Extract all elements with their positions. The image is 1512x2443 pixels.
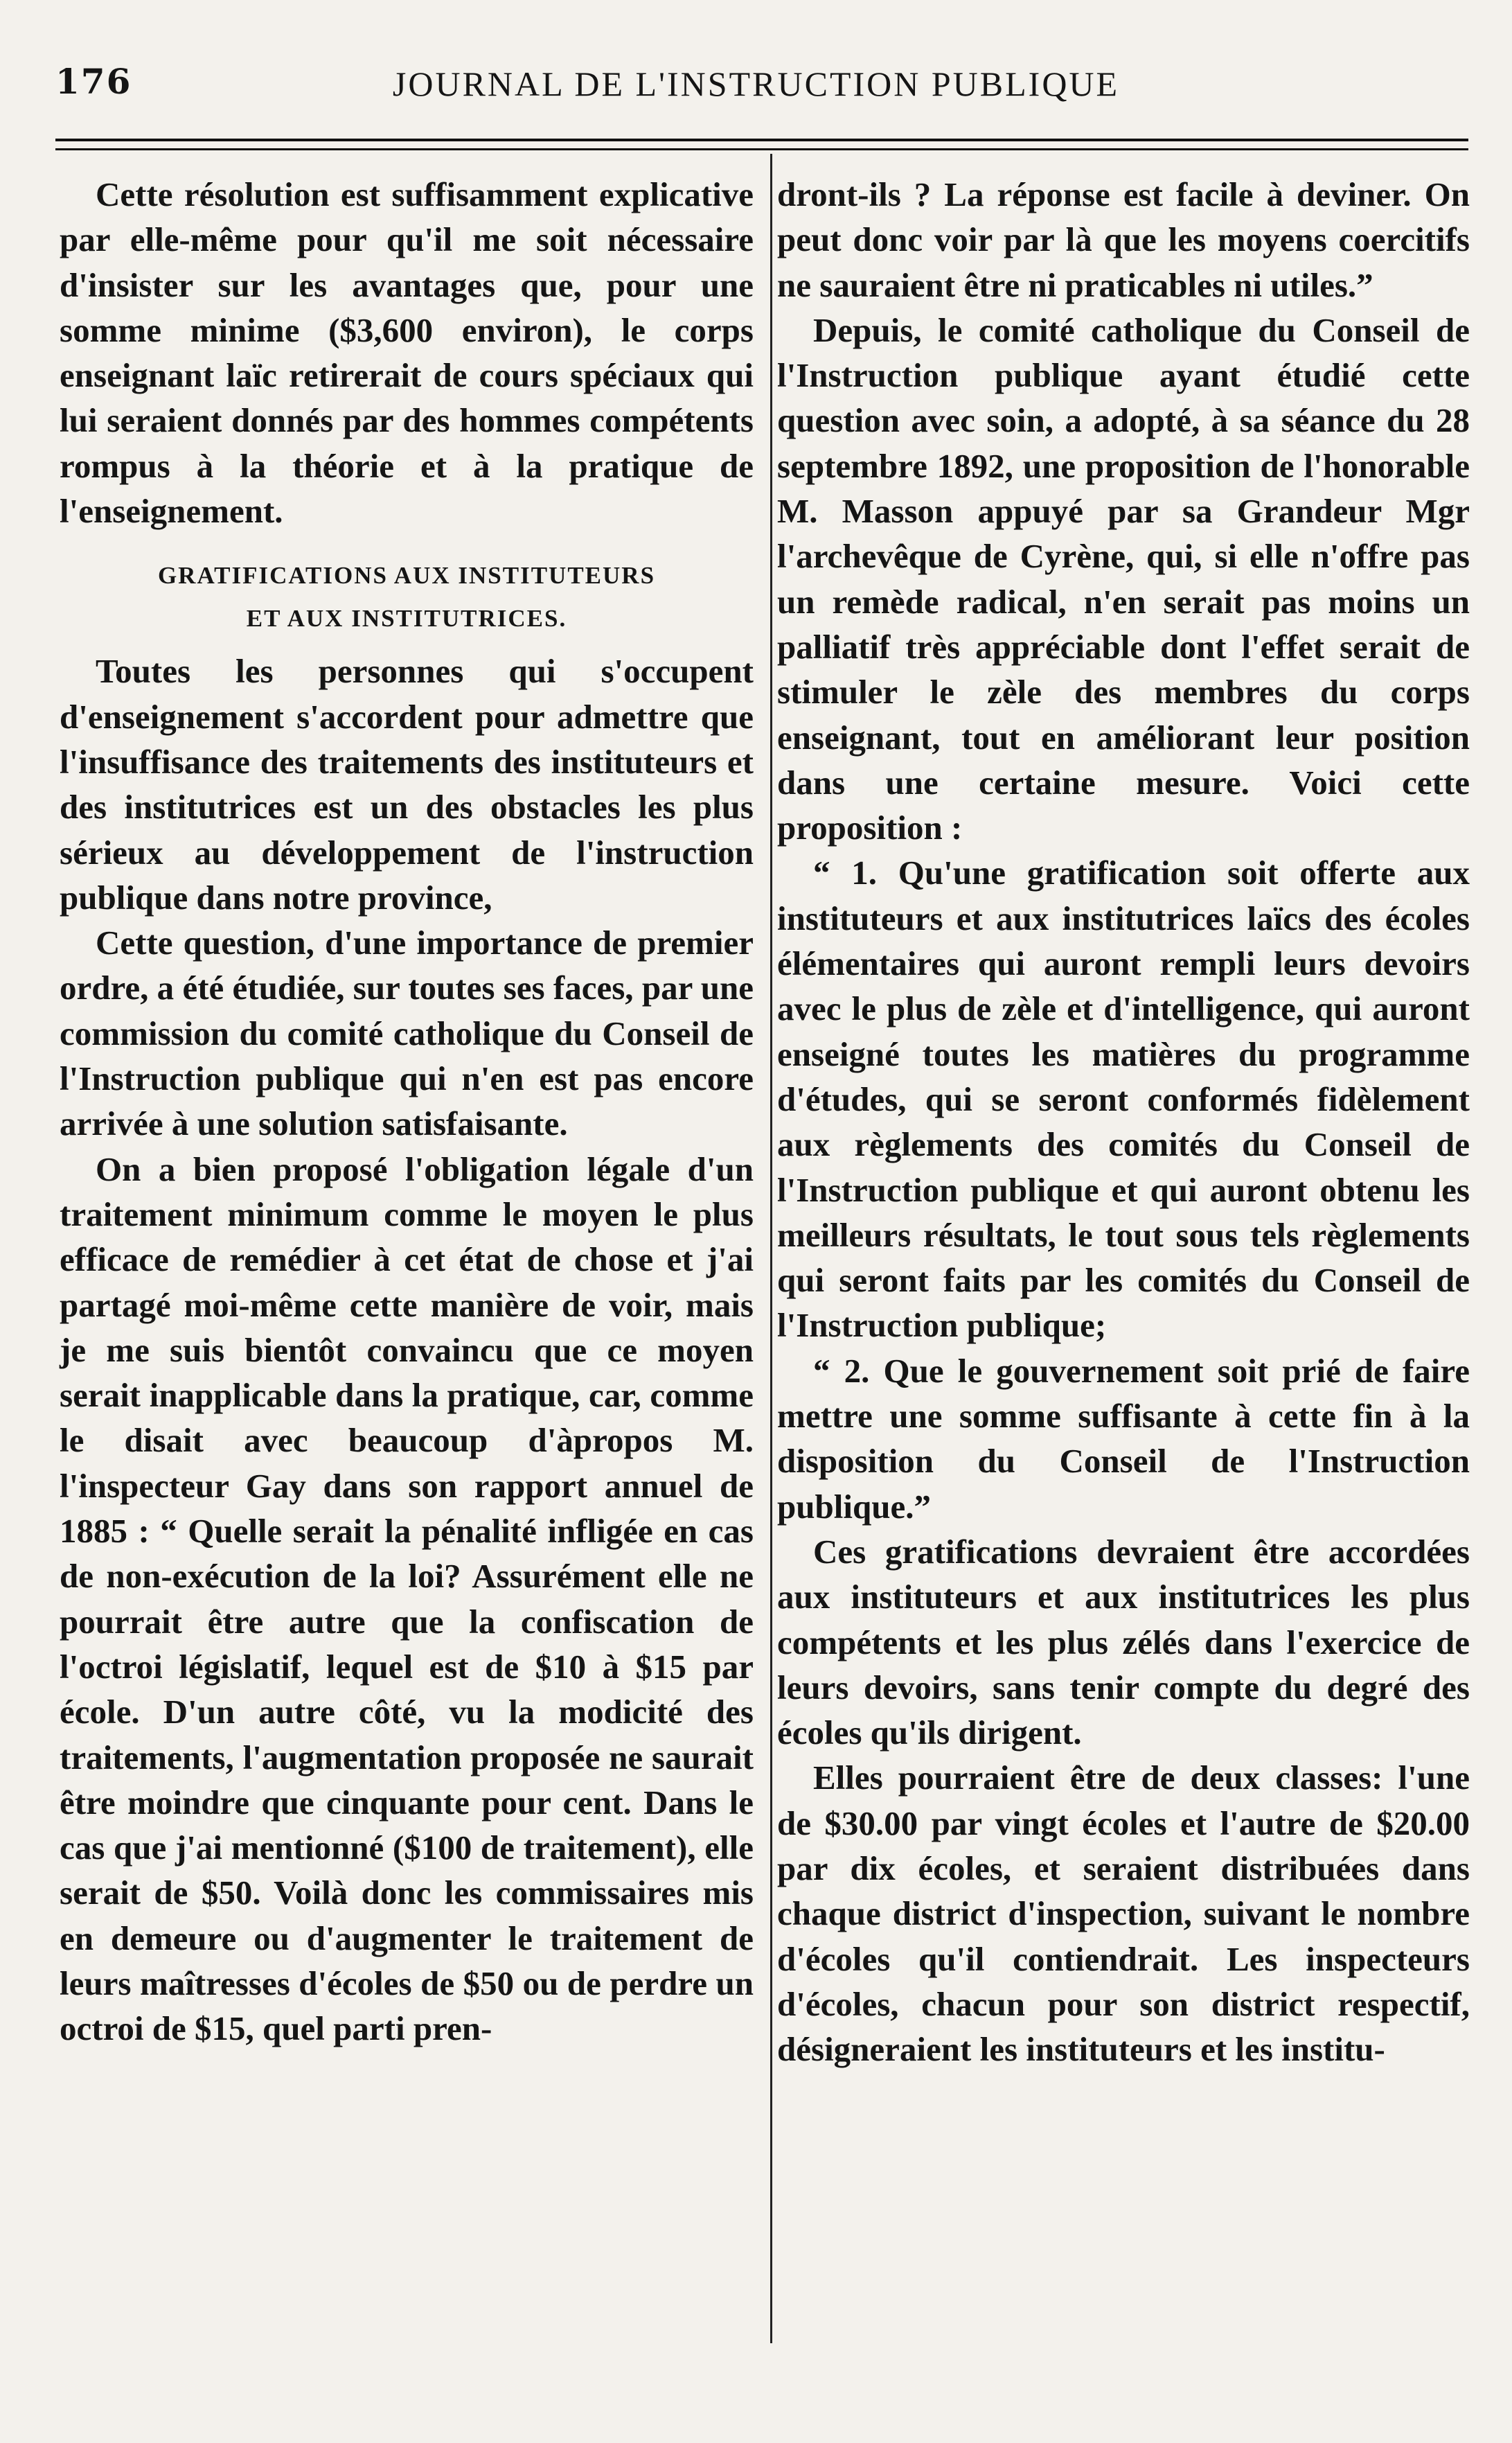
right-paragraph-6: Elles pourraient être de deux classes: l'une de $30.00 par vingt écoles et l'autre de $20.00 par dix écoles, et seraient distribuées dans chaque district d'inspection, suivant le nombre d'écoles qu'il contiendrait. Les inspecteurs d'écoles, chacun pour son district respectif, désigneraient les instituteurs et les institu-	[777, 1758, 1470, 2069]
right-paragraph-5: Ces gratifications devraient être accordées aux instituteurs et aux institutrices les plus compétents et les plus zélés dans l'exercice de leurs devoirs, sans tenir compte du degré des écoles qu'ils dirigent.	[777, 1532, 1470, 1752]
header-rule	[55, 139, 1468, 141]
left-paragraph-3: Cette question, d'une importance de premier ordre, a été étudiée, sur toutes ses faces, par une commission du comité catholique du Conseil de l'Instruction publique qui n'en est pas encore arrivée à une solution satisfaisante.	[60, 924, 754, 1143]
running-head: JOURNAL DE L'INSTRUCTION PUBLIQUE	[392, 64, 1120, 103]
right-paragraph-3: “ 1. Qu'une gratification soit offerte aux instituteurs et aux institutrices laïcs des écoles élémentaires qui auront rempli leurs devoirs avec le plus de zèle et d'intelligence, qui auront enseigné toutes les matières du programme d'études, qui se seront conformés fidèlement aux règlements des comités du Conseil de l'Instruction publique et qui auront obtenu les meilleurs résultats, le tout sous tels règlements qui seront faits par les comités du Conseil de l'Instruction publique;	[777, 854, 1470, 1345]
section-heading	[60, 554, 754, 640]
left-column	[60, 172, 754, 2052]
header-rule-secondary	[55, 148, 1468, 150]
left-paragraph-1: Cette résolution est suffisamment explicative par elle-même pour qu'il me soit nécessaire d'insister sur les avantages que, pour une somme minime ($3,600 environ), le corps enseignant laïc retirerait de cours spéciaux qui lui seraient donnés par des hommes compétents rompus à la théorie et à la pratique de l'enseignement.	[60, 175, 754, 531]
section-heading-line-1: GRATIFICATIONS AUX INSTITUTEURS	[157, 562, 656, 590]
right-paragraph-4: “ 2. Que le gouvernement soit prié de faire mettre une somme suffisante à cette fin à la disposition du Conseil de l'Instruction publique.”	[777, 1351, 1470, 1526]
page-number: 176	[55, 61, 132, 102]
right-column	[777, 172, 1470, 2072]
section-heading-line-2: ET AUX INSTITUTRICES.	[246, 605, 567, 633]
left-paragraph-2: Toutes les personnes qui s'occupent d'enseignement s'accordent pour admettre que l'insuffisance des traitements des instituteurs et des institutrices est un des obstacles les plus sérieux au développement de l'instruction publique dans notre province,	[60, 652, 754, 917]
column-divider	[770, 154, 772, 2343]
right-paragraph-1: dront-ils ? La réponse est facile à deviner. On peut donc voir par là que les moyens coercitifs ne sauraient être ni praticables ni utiles.”	[777, 175, 1470, 304]
right-paragraph-2: Depuis, le comité catholique du Conseil de l'Instruction publique ayant étudié cette question avec soin, a adopté, à sa séance du 28 septembre 1892, une proposition de l'honorable M. Masson appuyé par sa Grandeur Mgr l'archevêque de Cyrène, qui, si elle n'offre pas un remède radical, n'en serait pas moins un palliatif très appréciable dont l'effet serait de stimuler le zèle des membres du corps enseignant, tout en améliorant leur position dans une certaine mesure. Voici cette proposition :	[777, 310, 1470, 847]
left-paragraph-4: On a bien proposé l'obligation légale d'un traitement minimum comme le moyen le plus efficace de remédier à cet état de chose et j'ai partagé moi-même cette manière de voir, mais je me suis bientôt convaincu que ce moyen serait inapplicable dans la pratique, car, comme le disait avec beaucoup d'àpropos M. l'inspecteur Gay dans son rapport annuel de 1885 : “ Quelle serait la pénalité infligée en cas de non-exécution de la loi? Assurément elle ne pourrait être autre que la confiscation de l'octroi législatif, lequel est de $10 à $15 par école. D'un autre côté, vu la modicité des traitements, l'augmentation proposée ne saurait être moindre que cinquante pour cent. Dans le cas que j'ai mentionné ($100 de traitement), elle serait de $50. Voilà donc les commissaires mis en demeure ou d'augmenter le traitement de leurs maîtresses d'écoles de $50 ou de perdre un octroi de $15, quel parti pren-	[60, 1149, 754, 2048]
